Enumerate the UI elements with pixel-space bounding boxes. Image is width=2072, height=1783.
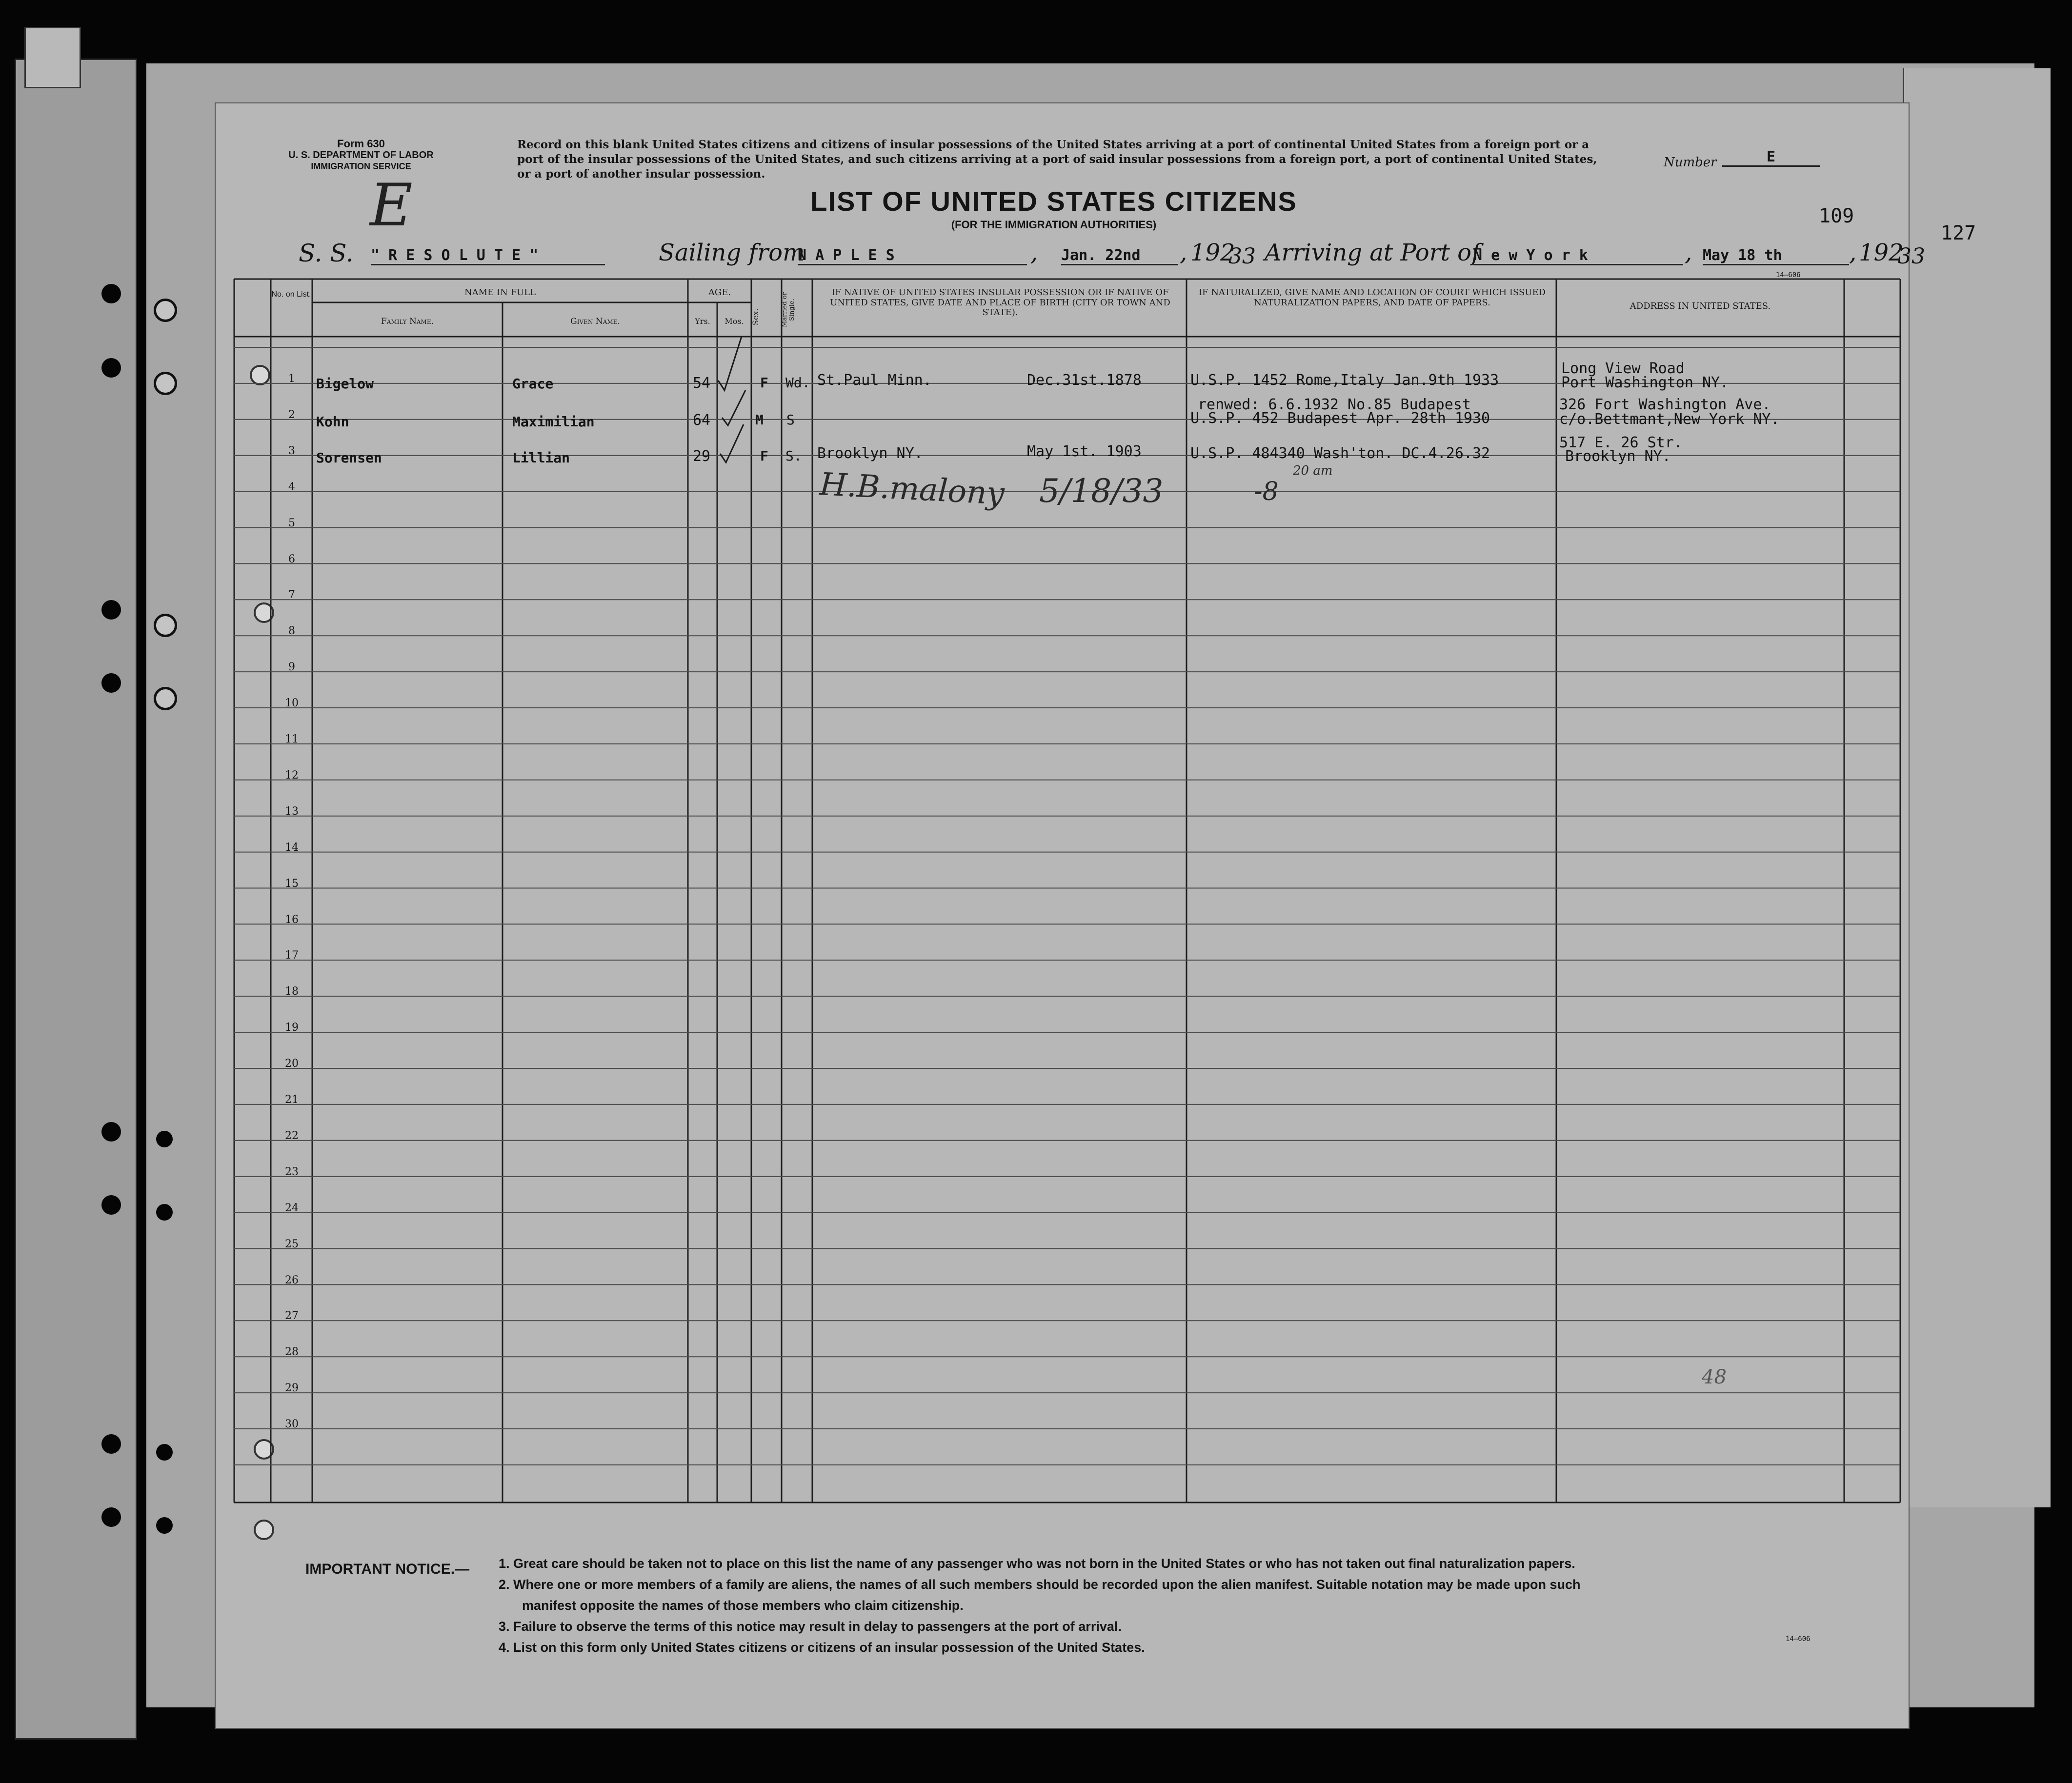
age-years: 64 bbox=[693, 412, 711, 429]
inspection-time-sup: 20 am bbox=[1293, 463, 1333, 478]
birth-place: Brooklyn NY. bbox=[817, 445, 923, 462]
row-number: 6 bbox=[288, 553, 295, 565]
handwritten-letter: E bbox=[370, 172, 413, 240]
row-number: 12 bbox=[285, 769, 299, 781]
notice-item-2-cont: manifest opposite the names of those members who claim citizenship. bbox=[522, 1598, 964, 1613]
header-sex: Sex. bbox=[751, 308, 760, 326]
year-to-prefix: 192 bbox=[1859, 239, 1904, 266]
service: IMMIGRATION SERVICE bbox=[311, 161, 411, 171]
row-number: 4 bbox=[288, 481, 295, 493]
sex: F bbox=[760, 375, 768, 391]
naturalization-line2: U.S.P. 452 Budapest Apr. 28th 1930 bbox=[1190, 410, 1490, 427]
birth-date: Dec.31st.1878 bbox=[1027, 372, 1142, 389]
family-name: Bigelow bbox=[316, 376, 374, 392]
form-code-top: 14—606 bbox=[1776, 271, 1801, 279]
address-line2: c/o.Bettmant,New York NY. bbox=[1559, 411, 1780, 428]
year-to-value: 33 bbox=[1898, 244, 1925, 269]
address-line1: 517 E. 26 Str. bbox=[1559, 434, 1683, 451]
address-line1: Long View Road bbox=[1561, 360, 1685, 377]
family-name: Sorensen bbox=[316, 450, 382, 466]
arriving-label: Arriving at Port of bbox=[1265, 239, 1480, 266]
naturalization-line1: U.S.P. 484340 Wash'ton. DC.4.26.32 bbox=[1190, 445, 1490, 462]
port-to: N e w Y o r k bbox=[1473, 247, 1683, 265]
given-name: Lillian bbox=[512, 450, 570, 466]
comma: , bbox=[1030, 239, 1038, 266]
row-number: 3 bbox=[288, 444, 295, 457]
family-name: Kohn bbox=[316, 414, 349, 430]
comma: , bbox=[1685, 239, 1692, 266]
row-number: 22 bbox=[285, 1129, 299, 1142]
number-value: E bbox=[1722, 148, 1820, 167]
row-number: 30 bbox=[285, 1418, 299, 1431]
comma: , bbox=[1849, 239, 1857, 266]
header-married: Married or Single. bbox=[781, 292, 796, 327]
header-given-name: Given Name. bbox=[570, 317, 620, 326]
ship-name: " R E S O L U T E " bbox=[371, 247, 605, 265]
number-label: Number bbox=[1664, 155, 1717, 170]
row-number: 20 bbox=[285, 1058, 299, 1070]
inspector-signature: H.B.malony bbox=[819, 466, 1006, 512]
row-number: 7 bbox=[288, 589, 295, 601]
birth-place: St.Paul Minn. bbox=[817, 372, 932, 389]
sex: M bbox=[755, 412, 764, 428]
inspection-date: 5/18/33 bbox=[1039, 472, 1164, 510]
comma: , bbox=[1180, 239, 1187, 266]
form-instructions: Record on this blank United States citizens and citizens of insular possessions of the United States arriving at a port of continental United States from a foreign port or a port of the insular possessions of the United States, and such citizens arriving at a port of said insular possessions from a foreign port, a port of continental United States, or a port of another insular possession. bbox=[517, 138, 1597, 180]
form-title: LIST OF UNITED STATES CITIZENS bbox=[810, 186, 1297, 217]
inspection-time: -8 bbox=[1254, 477, 1279, 506]
row-number: 19 bbox=[285, 1022, 299, 1034]
row-number: 25 bbox=[285, 1238, 299, 1250]
row-number: 13 bbox=[285, 805, 299, 818]
address-line2: Brooklyn NY. bbox=[1565, 448, 1671, 465]
header-naturalized: IF NATURALIZED, GIVE NAME AND LOCATION OF COURT WHICH ISSUED NATURALIZATION PAPERS, AND DATE OF PAPERS. bbox=[1198, 287, 1546, 308]
row-number: 27 bbox=[285, 1310, 299, 1322]
row-number: 9 bbox=[288, 661, 295, 674]
port-from: N A P L E S bbox=[798, 247, 1027, 265]
date-to: May 18 th bbox=[1703, 247, 1849, 265]
row-number: 14 bbox=[285, 841, 299, 854]
row-number: 5 bbox=[288, 517, 295, 529]
row-number: 16 bbox=[285, 913, 299, 926]
marital-status: S bbox=[786, 412, 795, 428]
date-from: Jan. 22nd bbox=[1061, 247, 1178, 265]
birth-date: May 1st. 1903 bbox=[1027, 443, 1142, 460]
notice-item-3: 3. Failure to observe the terms of this notice may result in delay to passengers at the port of arrival. bbox=[499, 1619, 1122, 1634]
header-yrs: Yrs. bbox=[695, 317, 710, 326]
given-name: Maximilian bbox=[512, 414, 595, 430]
row-number: 17 bbox=[285, 949, 299, 962]
notice-item-2: 2. Where one or more members of a family are aliens, the names of all such members should be recorded upon the alien manifest. Suitable notation may be made upon such bbox=[499, 1577, 1581, 1592]
row-number: 1 bbox=[288, 373, 295, 385]
header-no: No. on List. bbox=[271, 290, 311, 299]
row-number: 11 bbox=[285, 733, 299, 745]
form-subtitle: (FOR THE IMMIGRATION AUTHORITIES) bbox=[951, 219, 1157, 231]
age-years: 54 bbox=[693, 375, 711, 392]
outer-page-number: 127 bbox=[1941, 222, 1976, 244]
row-number: 10 bbox=[285, 697, 299, 710]
marital-status: S. bbox=[785, 448, 802, 464]
sex: F bbox=[760, 448, 768, 464]
notice-item-4: 4. List on this form only United States citizens or citizens of an insular possession of the United States. bbox=[499, 1640, 1145, 1655]
naturalization-line1: renwed: 6.6.1932 No.85 Budapest bbox=[1198, 396, 1471, 413]
notice-heading: IMPORTANT NOTICE.— bbox=[305, 1561, 470, 1577]
form-code-bottom: 14—606 bbox=[1786, 1635, 1810, 1643]
header-address: ADDRESS IN UNITED STATES. bbox=[1629, 301, 1771, 311]
notice-item-1: 1. Great care should be taken not to place on this list the name of any passenger who was not born in the United States or who has not taken out final naturalization papers. bbox=[499, 1556, 1575, 1571]
row-number: 24 bbox=[285, 1202, 299, 1214]
row-number: 15 bbox=[285, 877, 299, 890]
given-name: Grace bbox=[512, 376, 554, 392]
row-number: 26 bbox=[285, 1274, 299, 1286]
row-number: 8 bbox=[288, 625, 295, 638]
pencil-mark: 48 bbox=[1702, 1366, 1727, 1388]
department: U. S. DEPARTMENT OF LABOR bbox=[288, 150, 434, 160]
sailing-label: Sailing from bbox=[659, 239, 805, 266]
row-number: 23 bbox=[285, 1165, 299, 1178]
header-mos: Mos. bbox=[724, 317, 744, 326]
year-from-value: 33 bbox=[1228, 244, 1256, 269]
row-number: 2 bbox=[288, 408, 295, 421]
page-number: 109 bbox=[1819, 205, 1854, 227]
marital-status: Wd. bbox=[785, 375, 810, 391]
row-number: 18 bbox=[285, 985, 299, 998]
header-family-name: Family Name. bbox=[381, 317, 434, 326]
naturalization-line1: U.S.P. 1452 Rome,Italy Jan.9th 1933 bbox=[1190, 372, 1499, 389]
ss-label: S. S. bbox=[299, 239, 354, 267]
address-line1: 326 Fort Washington Ave. bbox=[1559, 396, 1771, 413]
header-age: AGE. bbox=[708, 287, 731, 298]
form-number: Form 630 bbox=[337, 138, 385, 150]
address-line2: Port Washington NY. bbox=[1561, 374, 1729, 391]
age-years: 29 bbox=[693, 448, 711, 465]
year-from-prefix: 192 bbox=[1190, 239, 1235, 266]
row-number: 28 bbox=[285, 1346, 299, 1359]
row-number: 29 bbox=[285, 1382, 299, 1395]
header-birth: IF NATIVE OF UNITED STATES INSULAR POSSESSION OR IF NATIVE OF UNITED STATES, GIVE DATE AND PLACE OF BIRTH (CITY OR TOWN AND STATE). bbox=[830, 287, 1170, 318]
row-number: 21 bbox=[285, 1094, 299, 1106]
header-name-in-full: NAME IN FULL bbox=[464, 287, 536, 298]
